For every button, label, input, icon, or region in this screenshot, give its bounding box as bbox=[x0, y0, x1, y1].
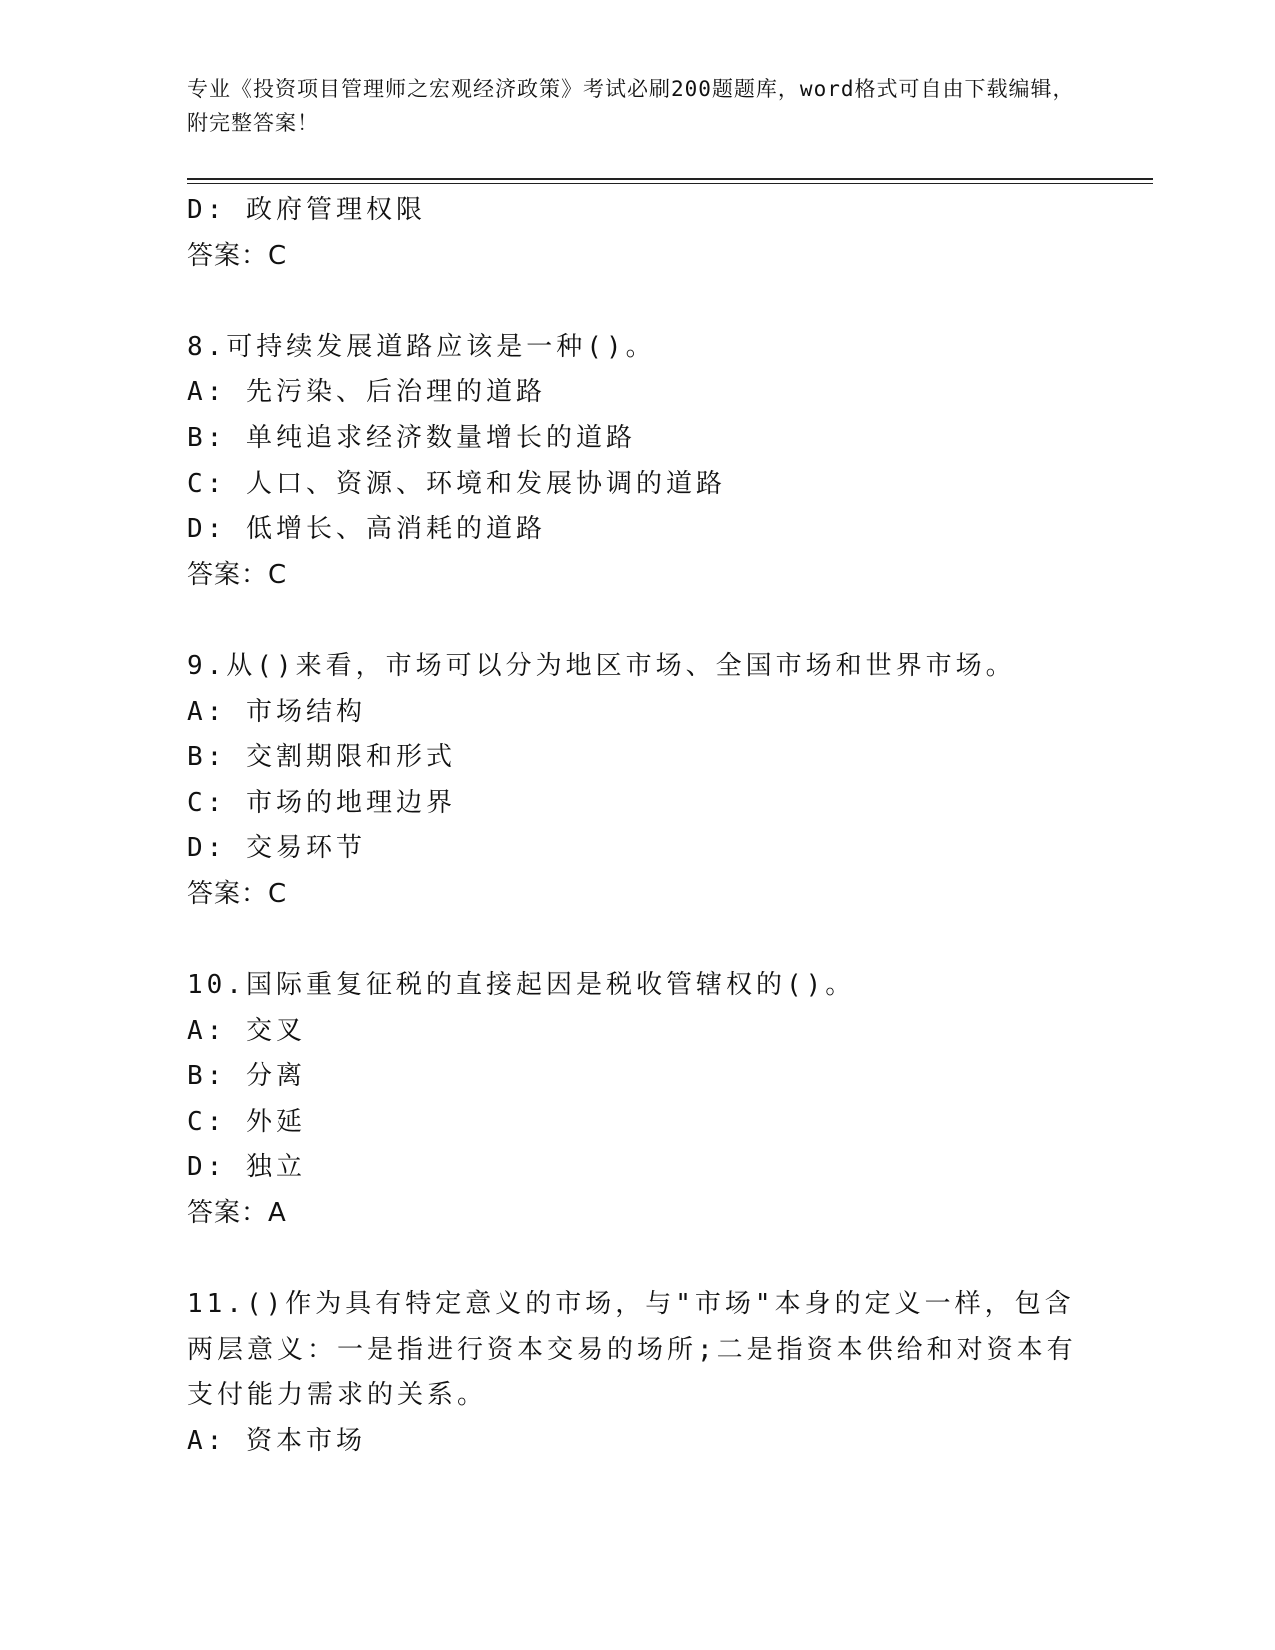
question-8-option-d: D: 低增长、高消耗的道路 bbox=[187, 514, 546, 545]
question-8-stem: 8.可持续发展道路应该是一种()。 bbox=[187, 331, 656, 362]
question-11-option-a: A: 资本市场 bbox=[187, 1426, 366, 1457]
prev-option-d: D: 政府管理权限 bbox=[187, 195, 426, 225]
question-8-option-b: B: 单纯追求经济数量增长的道路 bbox=[187, 422, 636, 453]
prev-answer: 答案：C bbox=[187, 240, 288, 271]
question-9-option-b: B: 交割期限和形式 bbox=[187, 742, 456, 773]
spacer bbox=[187, 279, 1087, 325]
question-10-stem: 10.国际重复征税的直接起因是税收管辖权的()。 bbox=[187, 970, 856, 1001]
spacer bbox=[187, 598, 1087, 644]
question-9-stem: 9.从()来看，市场可以分为地区市场、全国市场和世界市场。 bbox=[187, 650, 1016, 681]
question-10-option-c: C: 外延 bbox=[187, 1106, 306, 1137]
question-8-option-c: C: 人口、资源、环境和发展协调的道路 bbox=[187, 468, 726, 499]
question-10-option-d: D: 独立 bbox=[187, 1152, 306, 1183]
question-9-option-a: A: 市场结构 bbox=[187, 696, 366, 727]
question-10-answer: 答案：A bbox=[187, 1198, 287, 1229]
question-8-option-a: A: 先污染、后治理的道路 bbox=[187, 377, 546, 408]
header-divider-thin bbox=[187, 183, 1153, 184]
question-9-answer: 答案：C bbox=[187, 878, 288, 909]
header-divider bbox=[187, 178, 1153, 180]
question-9-option-d: D: 交易环节 bbox=[187, 833, 366, 864]
question-10-option-b: B: 分离 bbox=[187, 1061, 306, 1092]
question-10-option-a: A: 交叉 bbox=[187, 1015, 306, 1046]
question-9-option-c: C: 市场的地理边界 bbox=[187, 787, 456, 818]
document-header: 专业《投资项目管理师之宏观经济政策》考试必刷200题题库，word格式可自由下载编辑，附完整答案！ bbox=[187, 77, 1075, 135]
spacer bbox=[187, 1237, 1087, 1283]
question-11-stem: 11.()作为具有特定意义的市场，与"市场"本身的定义一样，包含两层意义：一是指进行资本交易的场所;二是指资本供给和对资本有支付能力需求的关系。 bbox=[187, 1289, 1077, 1411]
spacer bbox=[187, 918, 1087, 964]
document-body bbox=[187, 188, 1087, 1465]
question-8-answer: 答案：C bbox=[187, 559, 288, 590]
